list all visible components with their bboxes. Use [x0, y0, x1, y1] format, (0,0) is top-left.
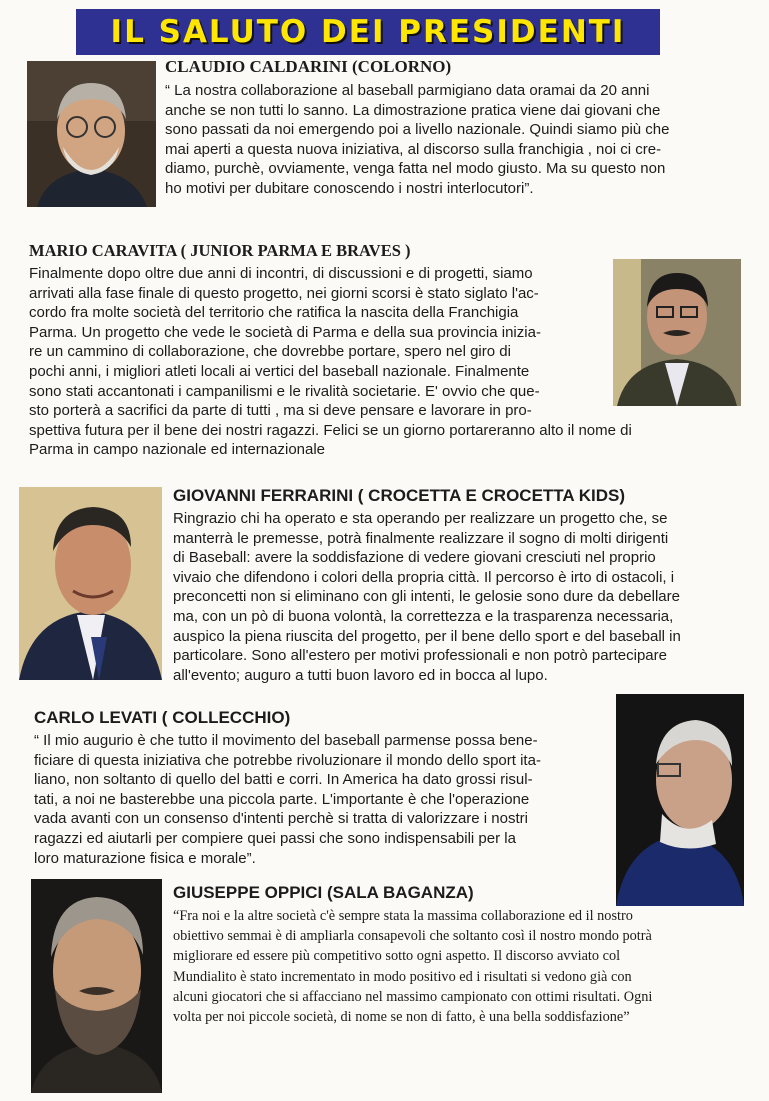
president-name: CARLO LEVATI ( COLLECCHIO)	[34, 708, 291, 727]
portrait-ferrarini	[19, 487, 162, 680]
president-message: Finalmente dopo oltre due anni di incontri, di discussioni e di progetti, siamo arrivati alla fase finale di questo progetto, nei giorni scorsi è stato siglato l'ac- cordo fra molte società del territorio che ratifica la nascita della Franchigia Parma. Un progetto che vede le società di Parma e della sua provincia inizia- re un cammino di collaborazione, che dovrebbe portare, spero nel giro di pochi anni, i migliori atleti locali ai vertici del baseball nazionale. Finalmente sono stati accantonati i campanilismi e le rivalità societarie. E' ovvio che que- sto porterà a sacrifici da parte di tutti , ma si deve pensare e lavorare in pro- spettiva futura per il bene dei nostri ragazzi. Felici se un giorno portareranno alto il nome di Parma in campo nazionale ed internazionale	[29, 265, 632, 459]
title-banner	[76, 9, 660, 55]
president-message: “ La nostra collaborazione al baseball parmigiano data oramai da 20 anni anche se non tutti lo sanno. La dimostrazione pratica viene dai giovani che sono passati da noi emergendo poi a livello nazionale. Quindi siamo più che mai aperti a questa nuova iniziativa, al discorso sulla franchigia , noi ci cre- diamo, purchè, ovviamente, venga fatta nel modo giusto. Ma su questo non ho motivi per dubitare conoscendo i nostri interlocutori”.	[165, 82, 670, 197]
portrait-levati	[616, 694, 744, 906]
page-title: IL SALUTO DEI PRESIDENTI	[110, 14, 626, 50]
portrait-caldarini	[27, 61, 156, 207]
president-name: MARIO CARAVITA ( JUNIOR PARMA E BRAVES )	[29, 241, 411, 260]
president-name: CLAUDIO CALDARINI (COLORNO)	[165, 57, 452, 76]
president-message: “ Il mio augurio è che tutto il movimento del baseball parmense possa bene- ficiare di questa iniziativa che potrebbe rivoluzionare il mondo dello sport ita- liano, non soltanto di quello del batti e corri. In America ha dato grossi risul- tati, a noi ne basterebbe una piccola parte. L'importante è che l'operazione vada avanti con un consenso d'intenti perchè si tratta di valorizzare i nostri ragazzi ed aiutarli per compiere quei passi che sono indispensabili per la loro maturazione fisica e morale”.	[34, 732, 541, 867]
president-name: GIOVANNI FERRARINI ( CROCETTA E CROCETTA KIDS)	[173, 486, 626, 505]
portrait-caravita	[613, 259, 741, 406]
president-name: GIUSEPPE OPPICI (SALA BAGANZA)	[173, 883, 474, 902]
president-message: “Fra noi e la altre società c'è sempre stata la massima collaborazione ed il nostro obiettivo semmai è di ampliarla consapevoli che soltanto così il nostro mondo potrà migliorare ed essere più competitivo sotto ogni aspetto. Il discorso avviato col Mundialito è stato incrementato in modo positivo ed i risultati si vedono già con alcuni giocatori che si affacciano nel massimo campionato con ottimi risultati. Ogni volta per noi piccole società, di nome se non di fatto, è una bella soddisfazione”	[173, 908, 653, 1026]
portrait-oppici	[31, 879, 162, 1093]
president-message: Ringrazio chi ha operato e sta operando per realizzare un progetto che, se manterrà le premesse, potrà finalmente realizzare il sogno di molti dirigenti di Baseball: avere la soddisfazione di vedere giovani cresciuti nel proprio vivaio che difendono i colori della propria città. Il percorso è irto di ostacoli, i preconcetti non si eliminano con gli intenti, le gelosie sono dure da debellare ma, con un pò di buona volontà, la correttezza e la trasparenza necessaria, auspico la piena riuscita del progetto, per il bene dello sport e del baseball in particolare. Sono all'estero per motivi professionali e non potrò partecipare all'evento; auguro a tutti buon lavoro ed in bocca al lupo.	[173, 510, 681, 684]
